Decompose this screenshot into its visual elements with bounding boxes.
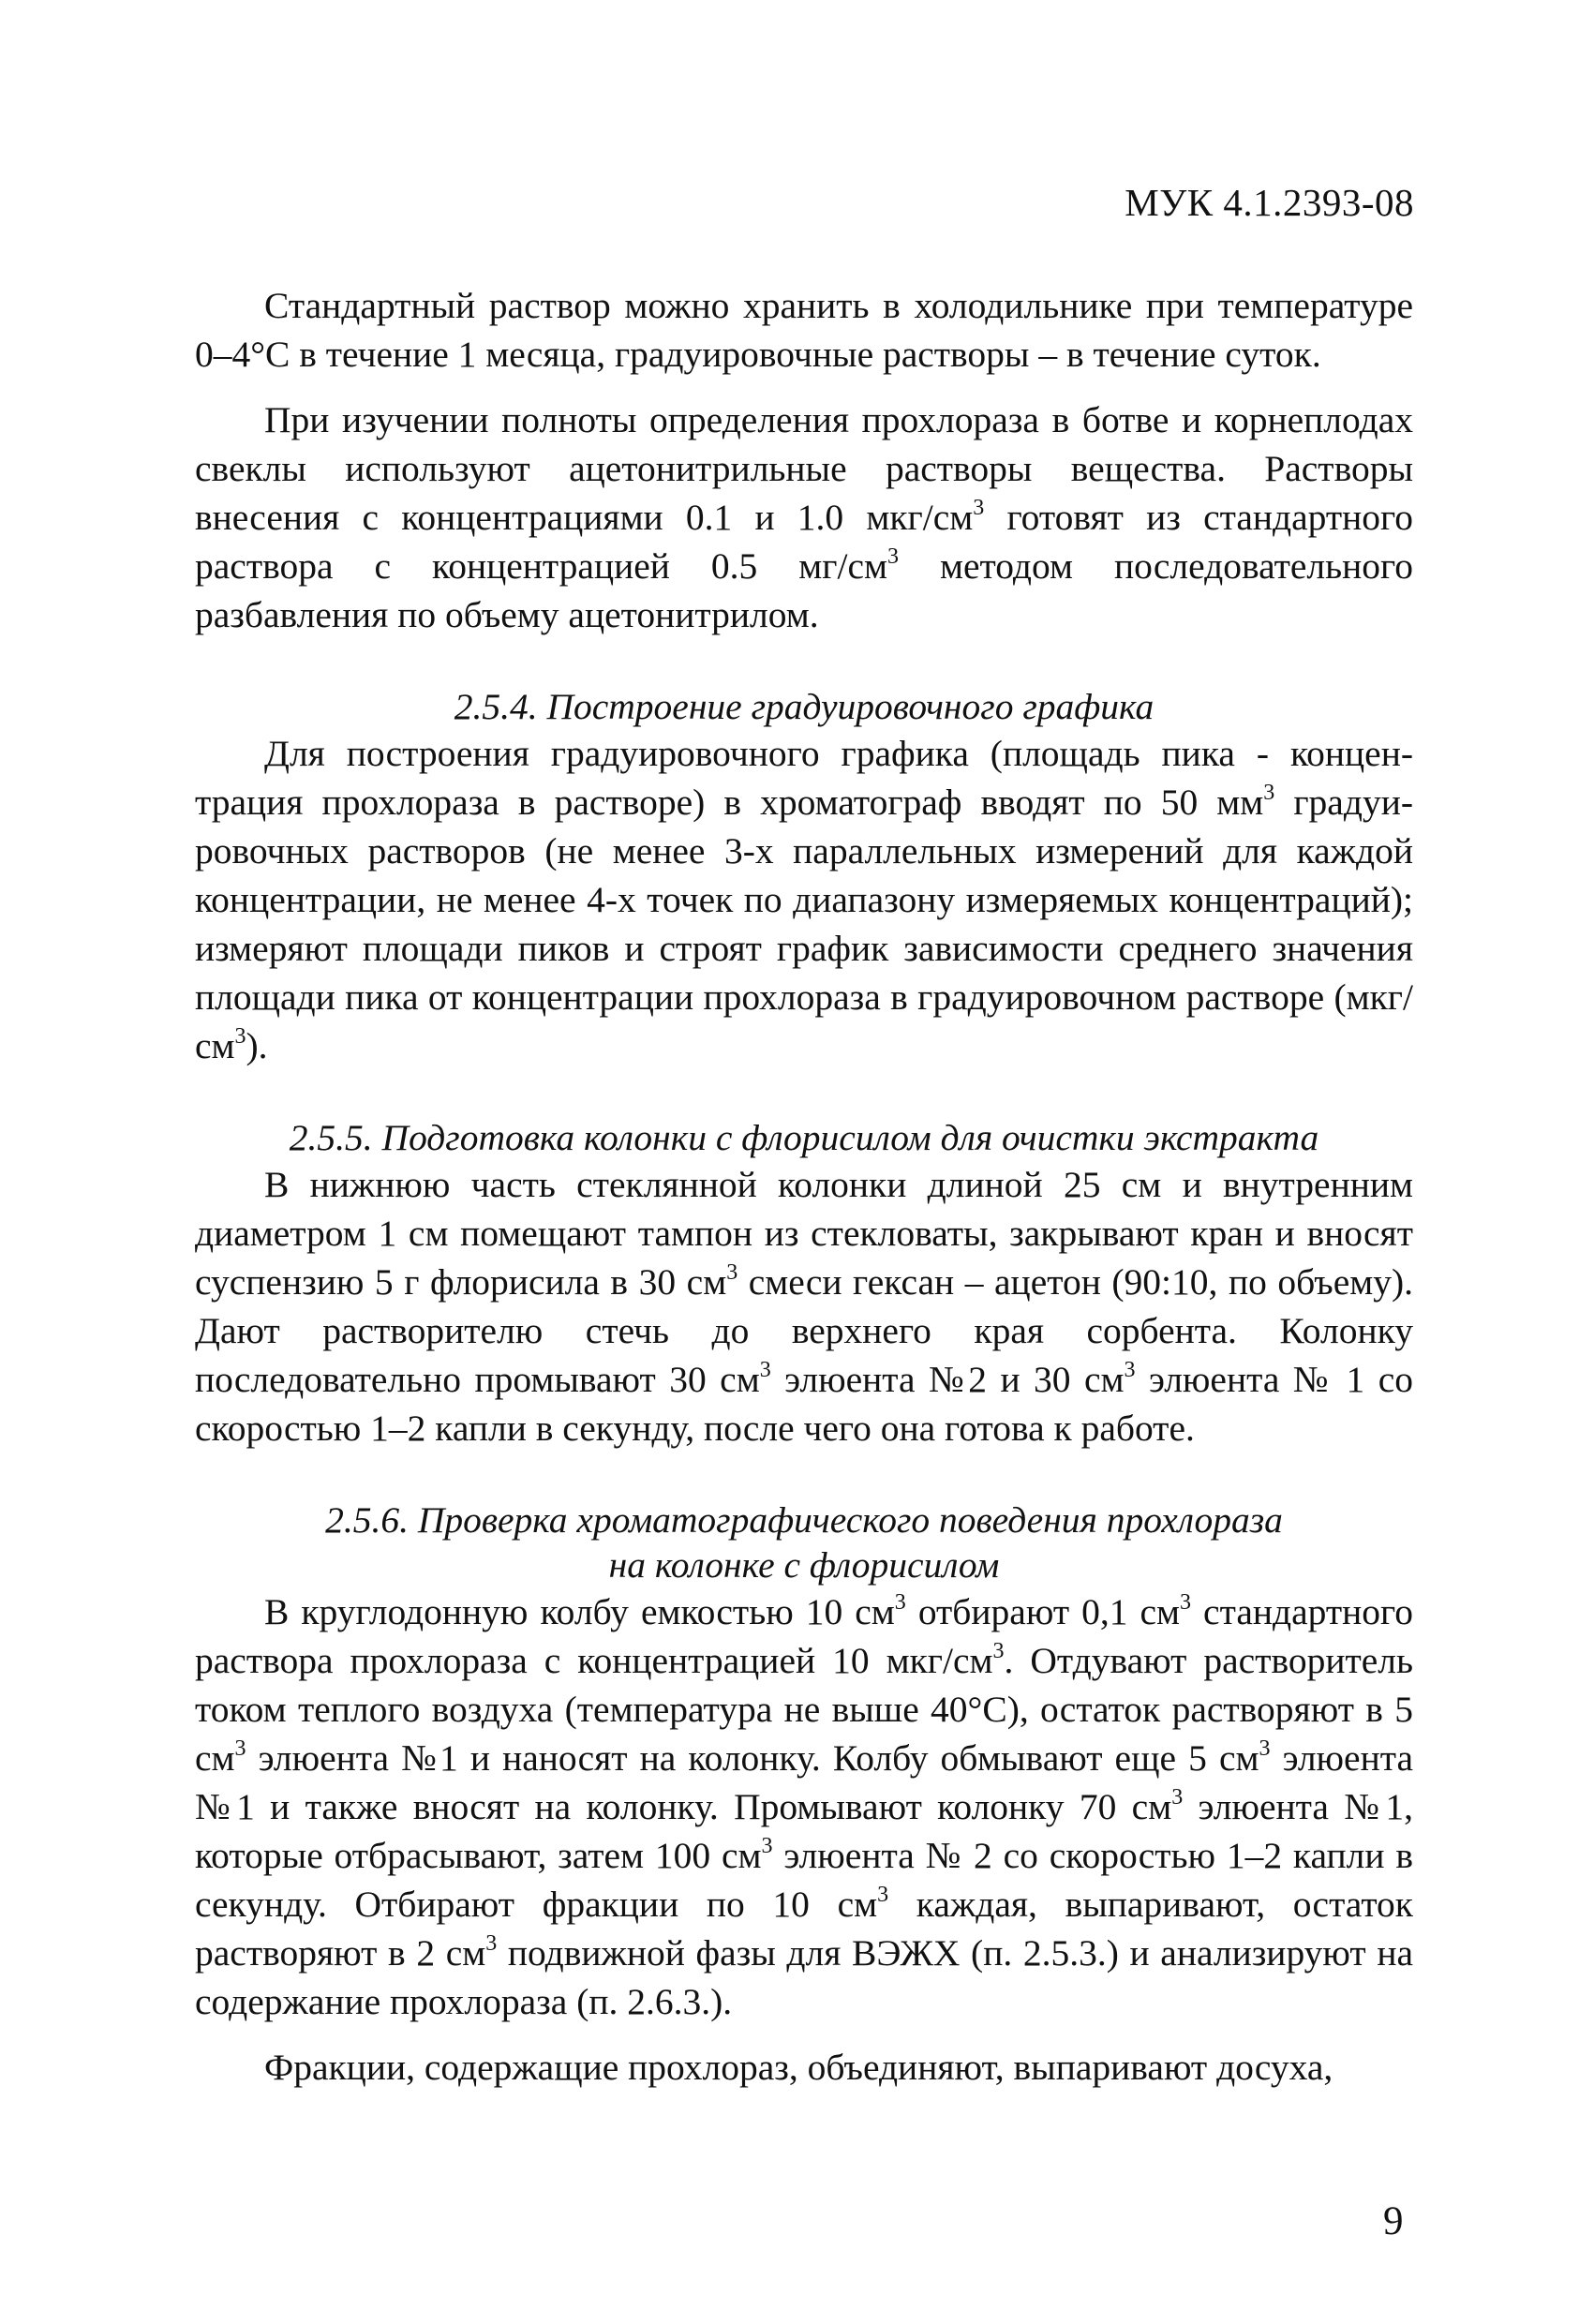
superscript-3: 3 [485, 1931, 498, 1956]
superscript-3: 3 [1171, 1785, 1184, 1810]
superscript-3: 3 [877, 1883, 889, 1907]
section-heading-line-1: 2.5.6. Проверка хроматографического поведения прохлораза [325, 1499, 1283, 1541]
text-run: Для построения градуировочного графика (площадь пика - концентрация прохлораза в растворе) в хроматограф вводят по 50 мм [195, 733, 1413, 823]
page-body [195, 281, 1413, 2092]
section-heading-text: 2.5.5. Подготовка колонки с флорисилом для очистки экстракта [289, 1117, 1319, 1158]
paragraph-recovery-study [195, 395, 1413, 639]
superscript-3: 3 [992, 1639, 1005, 1663]
section-heading-line-2: на колонке с флорисилом [608, 1544, 1000, 1586]
superscript-3: 3 [1180, 1590, 1192, 1615]
superscript-3: 3 [759, 1358, 771, 1382]
paragraph-storage [195, 281, 1413, 379]
paragraph-storage-text: Стандартный раствор можно хранить в холодильнике при температуре 0–4°С в течение 1 месяца, градуировочные растворы – в течение суток. [195, 285, 1413, 375]
section-heading-text: 2.5.4. Построение градуировочного графика [454, 686, 1155, 727]
paragraph-chromatographic-check [195, 1587, 1413, 2026]
text-run: градуировочных растворов (не менее 3-х параллельных измерений для каждой концентрации, не менее 4-х точек по диапазону измеряемых концентраций); измеряют площади пиков и строят график зависимости среднего значения площади пика от концентрации прохлораза в градуировочном растворе (мкг/см [195, 782, 1413, 1066]
text-run: элюента №1 и наносят на колонку. Колбу обмывают еще 5 см [246, 1737, 1259, 1779]
text-run: элюента №2 и 30 см [770, 1359, 1125, 1400]
text-run: В круглодонную колбу емкостью 10 см [264, 1591, 895, 1632]
superscript-3: 3 [726, 1260, 738, 1285]
section-heading-2-5-4 [195, 684, 1413, 729]
text-run: методом последовательного разбавления по объему ацетонитрилом. [195, 545, 1414, 635]
paragraph-column-preparation [195, 1160, 1413, 1452]
superscript-3: 3 [973, 496, 985, 520]
text-run: стандартного раствора прохлораза с концентрацией 10 мкг/см [195, 1591, 1413, 1681]
text-run: подвижной фазы для ВЭЖХ (п. 2.5.3.) и анализируют на содержание прохлораза (п. 2.6.3.). [195, 1932, 1413, 2022]
text-run: В нижнюю часть стеклянной колонки длиной 25 см и внутренним диаметром 1 см помещают тампон из стекловаты, закрывают кран и вносят суспензию 5 г флорисила в 30 см [195, 1164, 1413, 1303]
spacer [195, 1070, 1413, 1115]
text-run: элюента №1, которые отбрасывают, затем 100 см [195, 1786, 1413, 1876]
superscript-3: 3 [234, 1736, 246, 1761]
text-run: готовят из стандартного раствора с концентрацией 0.5 мг/см [195, 497, 1413, 587]
superscript-3: 3 [1259, 1736, 1271, 1761]
section-heading-2-5-6 [195, 1497, 1413, 1587]
superscript-3: 3 [894, 1590, 906, 1615]
spacer [195, 1452, 1413, 1497]
superscript-3: 3 [887, 544, 900, 569]
paragraph-calibration-graph [195, 729, 1413, 1070]
text-run: элюента № 1 со скоростью 1–2 капли в секунду, после чего она готова к работе. [195, 1359, 1413, 1449]
text-run: каждая, выпаривают, остаток растворяют в 2 см [195, 1884, 1414, 1974]
page-number: 9 [1383, 2199, 1404, 2243]
superscript-3: 3 [1124, 1358, 1136, 1382]
superscript-3: 3 [234, 1024, 246, 1049]
text-run: Фракции, содержащие прохлораз, объединяют, выпаривают досуха, [264, 2047, 1333, 2088]
text-run: . Отдувают растворитель током теплого воздуха (температура не выше 40°С), остаток растворяют в 5 см [195, 1640, 1413, 1779]
spacer [195, 639, 1413, 684]
text-run: отбирают 0,1 см [905, 1591, 1181, 1632]
text-run: смеси гексан – ацетон (90:10, по объему). Дают растворителю стечь до верхнего края сорбента. Колонку последовательно промывают 30 см [195, 1261, 1414, 1400]
document-code: МУК 4.1.2393-08 [1125, 181, 1414, 224]
text-run: элюента № 2 со скоростью 1–2 капли в секунду. Отбирают фракции по 10 см [195, 1835, 1413, 1925]
paragraph-fractions [195, 2043, 1413, 2092]
text-run: При изучении полноты определения прохлораза в ботве и корнеплодах свеклы используют ацетонитрильные растворы вещества. Растворы внесения с концентрациями 0.1 и 1.0 мкг/см [195, 399, 1413, 538]
text-run: ). [246, 1025, 268, 1066]
superscript-3: 3 [761, 1834, 773, 1858]
superscript-3: 3 [1263, 781, 1275, 805]
text-run: элюента №1 и также вносят на колонку. Промывают колонку 70 см [195, 1737, 1413, 1827]
section-heading-2-5-5 [195, 1115, 1413, 1160]
